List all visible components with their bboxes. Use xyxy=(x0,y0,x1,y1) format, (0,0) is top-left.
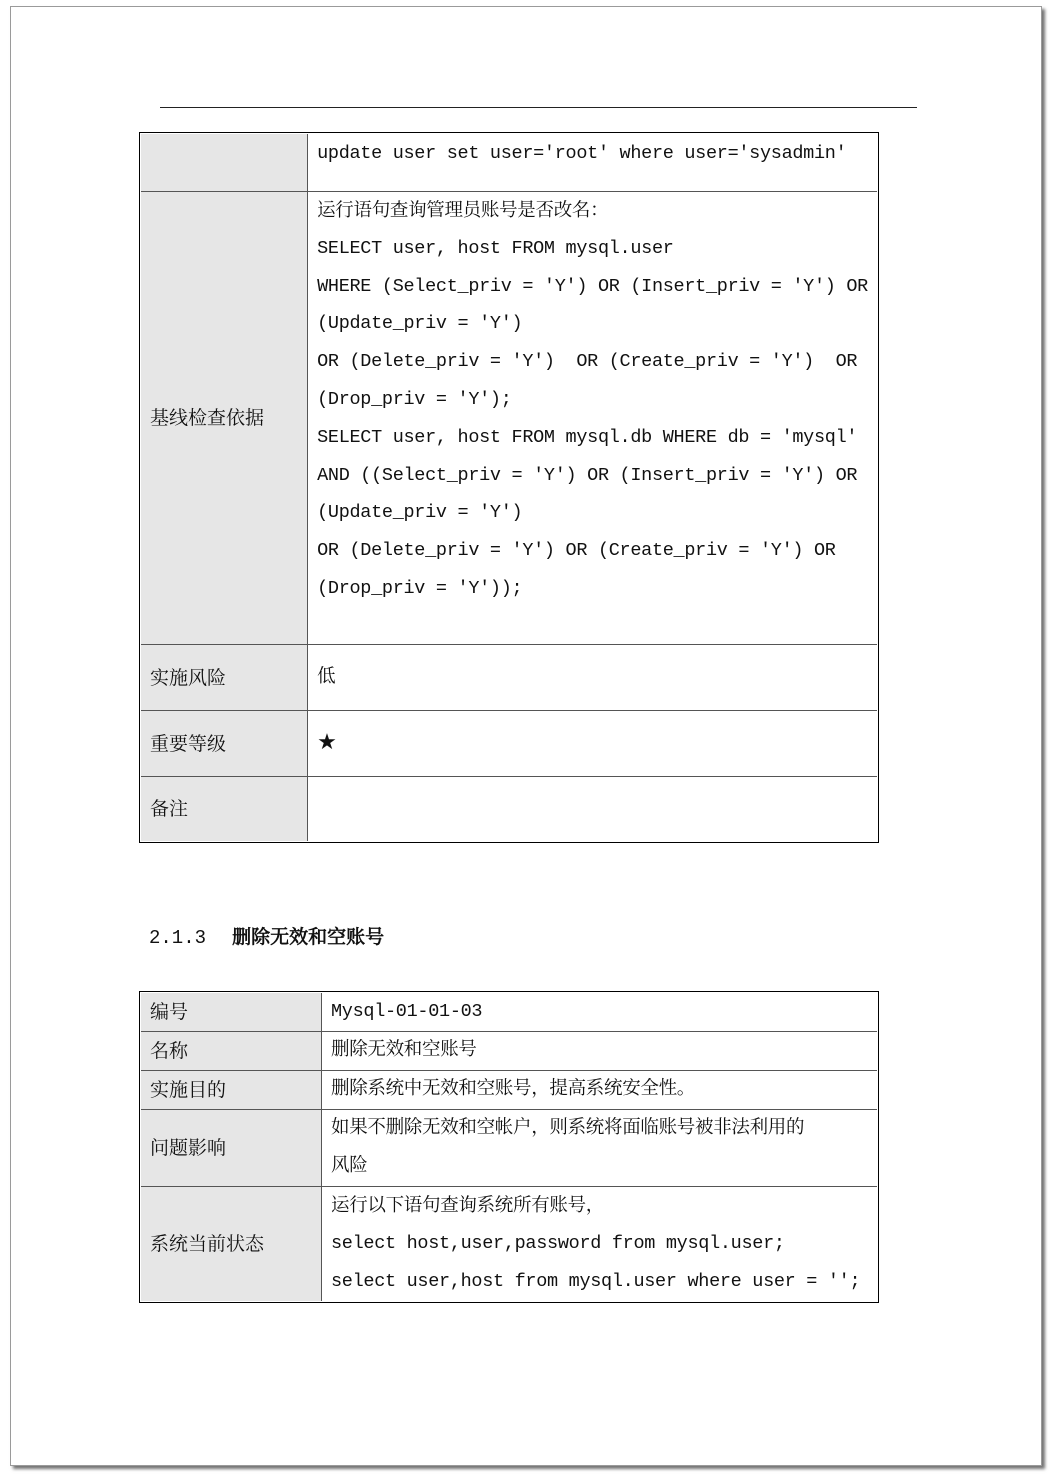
basis-intro-text: 运行语句查询管理员账号是否改名： xyxy=(317,200,609,221)
current-status-cell xyxy=(322,1187,877,1301)
row-label-baseline-basis: 基线检查依据 xyxy=(141,192,308,645)
id-value: Mysql-01-01-03 xyxy=(322,993,877,1032)
section-title: 删除无效和空账号 xyxy=(232,926,385,948)
code-line: SELECT user, host FROM mysql.user xyxy=(317,237,674,259)
row-label-notes: 备注 xyxy=(141,777,308,841)
code-line: OR (Delete_priv = 'Y') OR (Create_priv = 'Y') OR xyxy=(317,540,836,562)
section-heading xyxy=(149,922,384,949)
row-label-implementation-risk: 实施风险 xyxy=(141,645,308,711)
status-intro-text: 运行以下语句查询系统所有账号， xyxy=(331,1195,605,1216)
table-row-update-command xyxy=(141,134,877,192)
implementation-risk-value: 低 xyxy=(308,645,877,711)
row-label-purpose: 实施目的 xyxy=(141,1071,322,1110)
table-row-notes xyxy=(141,777,877,841)
impact-text-line: 如果不删除无效和空帐户，则系统将面临账号被非法利用的 xyxy=(331,1118,805,1139)
table-row-implementation-risk xyxy=(141,645,877,711)
row-label-empty xyxy=(141,134,308,192)
row-label-id: 编号 xyxy=(141,993,322,1032)
notes-value xyxy=(308,777,877,841)
header-rule xyxy=(160,107,917,108)
name-value: 删除无效和空账号 xyxy=(322,1032,877,1071)
row-label-name: 名称 xyxy=(141,1032,322,1071)
impact-cell xyxy=(322,1110,877,1187)
row-label-importance-level: 重要等级 xyxy=(141,711,308,777)
table-row-importance-level xyxy=(141,711,877,777)
row-label-impact: 问题影响 xyxy=(141,1110,322,1187)
baseline-basis-cell xyxy=(308,192,877,645)
table-row-impact xyxy=(141,1110,877,1187)
section-number: 2.1.3 xyxy=(149,927,207,949)
code-line: SELECT user, host FROM mysql.db WHERE db = 'mysql' xyxy=(317,426,858,448)
code-line: (Update_priv = 'Y') xyxy=(317,502,523,524)
star-icon: ★ xyxy=(317,729,337,755)
code-line: update user set user='root' where user='sysadmin' xyxy=(317,143,847,164)
impact-text-line: 风险 xyxy=(331,1156,368,1177)
table-row-name xyxy=(141,1032,877,1071)
code-line: WHERE (Select_priv = 'Y') OR (Insert_priv = 'Y') OR xyxy=(317,275,868,297)
importance-level-cell xyxy=(308,711,877,777)
code-line: AND ((Select_priv = 'Y') OR (Insert_priv = 'Y') OR xyxy=(317,464,858,486)
account-cleanup-table xyxy=(139,991,879,1303)
table-row-purpose xyxy=(141,1071,877,1110)
purpose-value: 删除系统中无效和空账号，提高系统安全性。 xyxy=(322,1071,877,1110)
table-row-baseline-basis xyxy=(141,192,877,645)
code-line: select user,host from mysql.user where user = ''; xyxy=(331,1271,861,1292)
code-line: select host,user,password from mysql.user; xyxy=(331,1233,785,1254)
code-line: (Update_priv = 'Y') xyxy=(317,313,523,335)
table-row-current-status xyxy=(141,1187,877,1301)
baseline-table-continued xyxy=(139,132,879,843)
table-row-id xyxy=(141,993,877,1032)
row-label-current-status: 系统当前状态 xyxy=(141,1187,322,1301)
code-line: OR (Delete_priv = 'Y') OR (Create_priv = 'Y') OR xyxy=(317,351,858,373)
update-command-cell xyxy=(308,134,877,192)
code-line: (Drop_priv = 'Y')); xyxy=(317,577,523,599)
code-line: (Drop_priv = 'Y'); xyxy=(317,388,512,410)
